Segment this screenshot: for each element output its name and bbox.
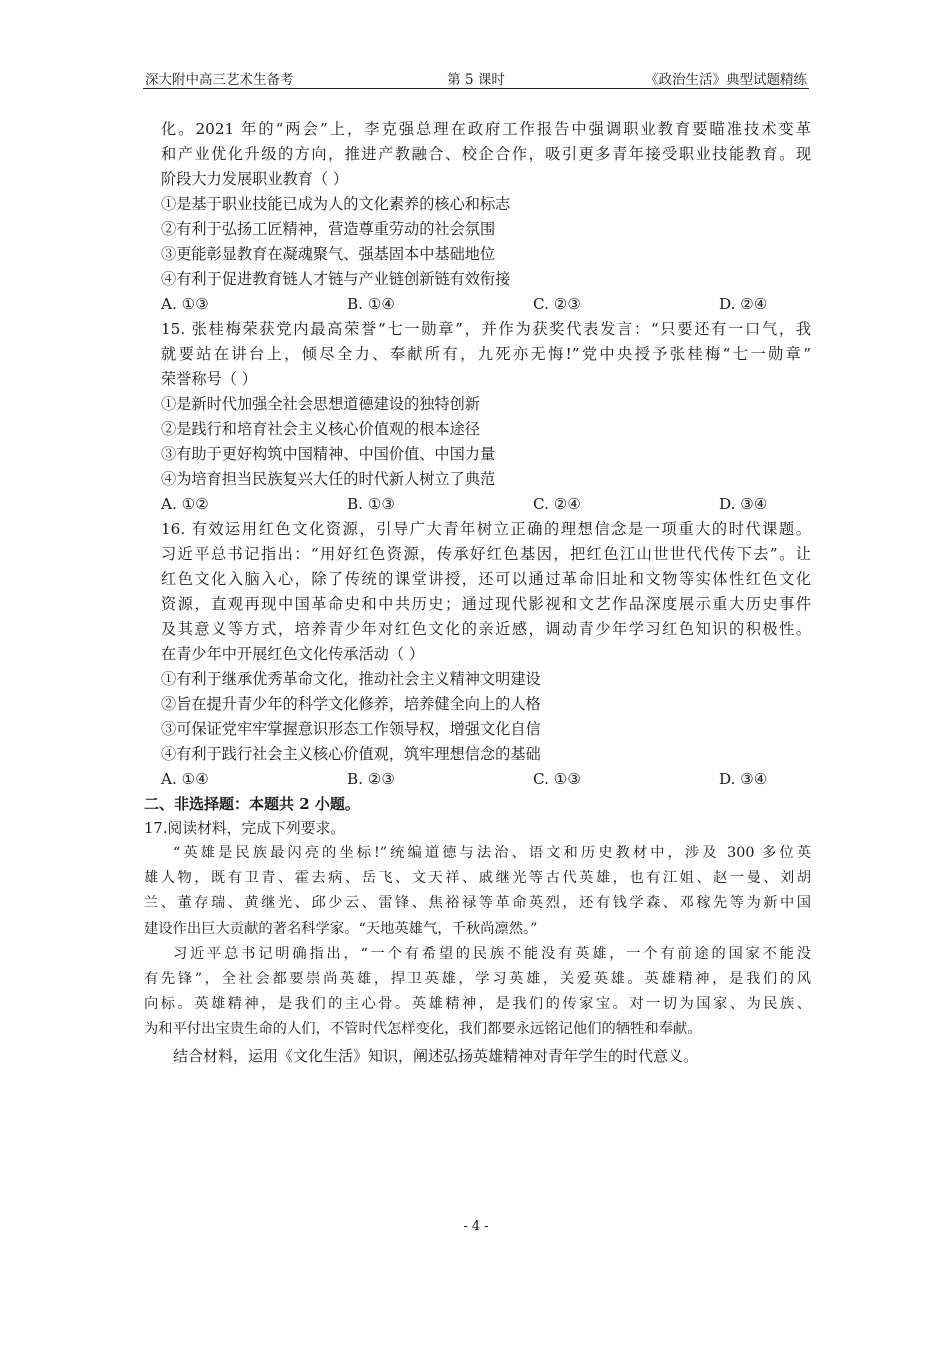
question-text-line: 和产业优化升级的方向，推进产教融合、校企合作，吸引更多青年接受职业技能教育。现	[161, 145, 811, 163]
question-intro: 17.阅读材料，完成下列要求。	[144, 820, 346, 837]
header-left: 深大附中高三艺术生备考	[145, 72, 294, 88]
statement: ①是基于职业技能已成为人的文化素养的核心和标志	[161, 195, 511, 213]
statement: ①是新时代加强全社会思想道德建设的独特创新	[161, 395, 480, 413]
option-b: B. ①③	[347, 495, 396, 513]
statement: ④有利于践行社会主义核心价值观，筑牢理想信念的基础	[161, 745, 541, 763]
material-line: 建设作出巨大贡献的著名科学家。“天地英雄气，千秋尚凛然。”	[144, 920, 538, 937]
statement: ③可保证党牢牢掌握意识形态工作领导权，增强文化自信	[161, 720, 541, 738]
material-line: 习近平总书记明确指出，“一个有希望的民族不能没有英雄，一个有前途的国家不能没	[173, 945, 811, 962]
question-text-line: 15. 张桂梅荣获党内最高荣誉“七一勋章”，并作为获奖代表发言：“只要还有一口气，我	[161, 320, 811, 338]
statement: ②是践行和培育社会主义核心价值观的根本途径	[161, 420, 480, 438]
question-text-line: 习近平总书记指出：“用好红色资源，传承好红色基因，把红色江山世世代代传下去”。让	[161, 545, 811, 563]
option-d: D. ③④	[719, 495, 768, 513]
page-header	[143, 64, 809, 89]
material-line: 雄人物，既有卫青、霍去病、岳飞、文天祥、戚继光等古代英雄，也有江姐、赵一曼、刘胡	[144, 870, 811, 887]
question-text-line: 就要站在讲台上，倾尽全力、奉献所有，九死亦无悔!”党中央授予张桂梅“七一勋章”	[161, 345, 811, 363]
question-17	[144, 816, 811, 1069]
question-text-line: 资源，直观再现中国革命史和中共历史；通过现代影视和文艺作品深度展示重大历史事件	[161, 595, 811, 613]
question-text-line: 阶段大力发展职业教育（ ）	[161, 170, 349, 188]
answer-options	[161, 492, 811, 517]
question-text-line: 红色文化入脑入心，除了传统的课堂讲授，还可以通过革命旧址和文物等实体性红色文化	[161, 570, 811, 588]
header-center: 第 5 课时	[447, 72, 505, 88]
material-line: 向标。英雄精神，是我们的主心骨。英雄精神，是我们的传家宝。对一切为国家、为民族、	[144, 996, 811, 1013]
question-prompt: 结合材料，运用《文化生活》知识，阐述弘扬英雄精神对青年学生的时代意义。	[173, 1046, 699, 1065]
statement: ④为培育担当民族复兴大任的时代新人树立了典范	[161, 470, 496, 488]
question-15	[161, 317, 811, 517]
option-b: B. ②③	[347, 770, 396, 788]
page-number: - 4 -	[463, 1219, 489, 1234]
question-16	[161, 517, 811, 792]
option-d: D. ③④	[719, 770, 768, 788]
option-a: A. ①④	[161, 770, 209, 788]
material-line: “英雄是民族最闪亮的坐标!”统编道德与法治、语文和历史教材中，涉及 300 多位英	[173, 845, 811, 861]
statement: ②旨在提升青少年的科学文化修养，培养健全向上的人格	[161, 695, 541, 713]
option-b: B. ①④	[347, 295, 396, 313]
statement: ②有利于弘扬工匠精神，营造尊重劳动的社会氛围	[161, 220, 496, 238]
option-a: A. ①②	[161, 495, 209, 513]
question-text-line: 及其意义等方式，培养青少年对红色文化的亲近感，调动青少年学习红色知识的积极性。	[161, 620, 811, 638]
statement: ①有利于继承优秀革命文化，推动社会主义精神文明建设	[161, 670, 541, 688]
page-content	[144, 117, 811, 1069]
section-heading: 二、非选择题：本题共 2 小题。	[144, 795, 360, 813]
question-text-line: 在青少年中开展红色文化传承活动（ ）	[161, 645, 425, 663]
statement: ④有利于促进教育链人才链与产业链创新链有效衔接	[161, 270, 511, 288]
header-right: 《政治生活》典型试题精练	[645, 72, 807, 88]
statement: ③有助于更好构筑中国精神、中国价值、中国力量	[161, 445, 496, 463]
statement: ③更能彰显教育在凝魂聚气、强基固本中基础地位	[161, 245, 496, 263]
option-c: C. ②③	[533, 295, 581, 313]
answer-options	[161, 767, 811, 792]
answer-options	[161, 292, 811, 317]
question-14	[161, 117, 811, 317]
material-line: 兰、董存瑞、黄继光、邱少云、雷锋、焦裕禄等革命英烈，还有钱学森、邓稼先等为新中国	[144, 895, 811, 912]
question-text-line: 荣誉称号（ ）	[161, 370, 257, 388]
option-a: A. ①③	[161, 295, 209, 313]
material-line: 为和平付出宝贵生命的人们，不管时代怎样变化，我们都要永远铭记他们的牺牲和奉献。	[144, 1021, 702, 1038]
material-line: 有先锋”，全社会都要崇尚英雄，捍卫英雄，学习英雄，关爱英雄。英雄精神，是我们的风	[144, 970, 811, 987]
option-d: D. ②④	[719, 295, 768, 313]
option-c: C. ①③	[533, 770, 581, 788]
option-c: C. ②④	[533, 495, 581, 513]
question-text-line: 16. 有效运用红色文化资源，引导广大青年树立正确的理想信念是一项重大的时代课题。	[161, 520, 811, 538]
question-text-line: 化。2021 年的“两会”上，李克强总理在政府工作报告中强调职业教育要瞄准技术变革	[161, 120, 811, 138]
